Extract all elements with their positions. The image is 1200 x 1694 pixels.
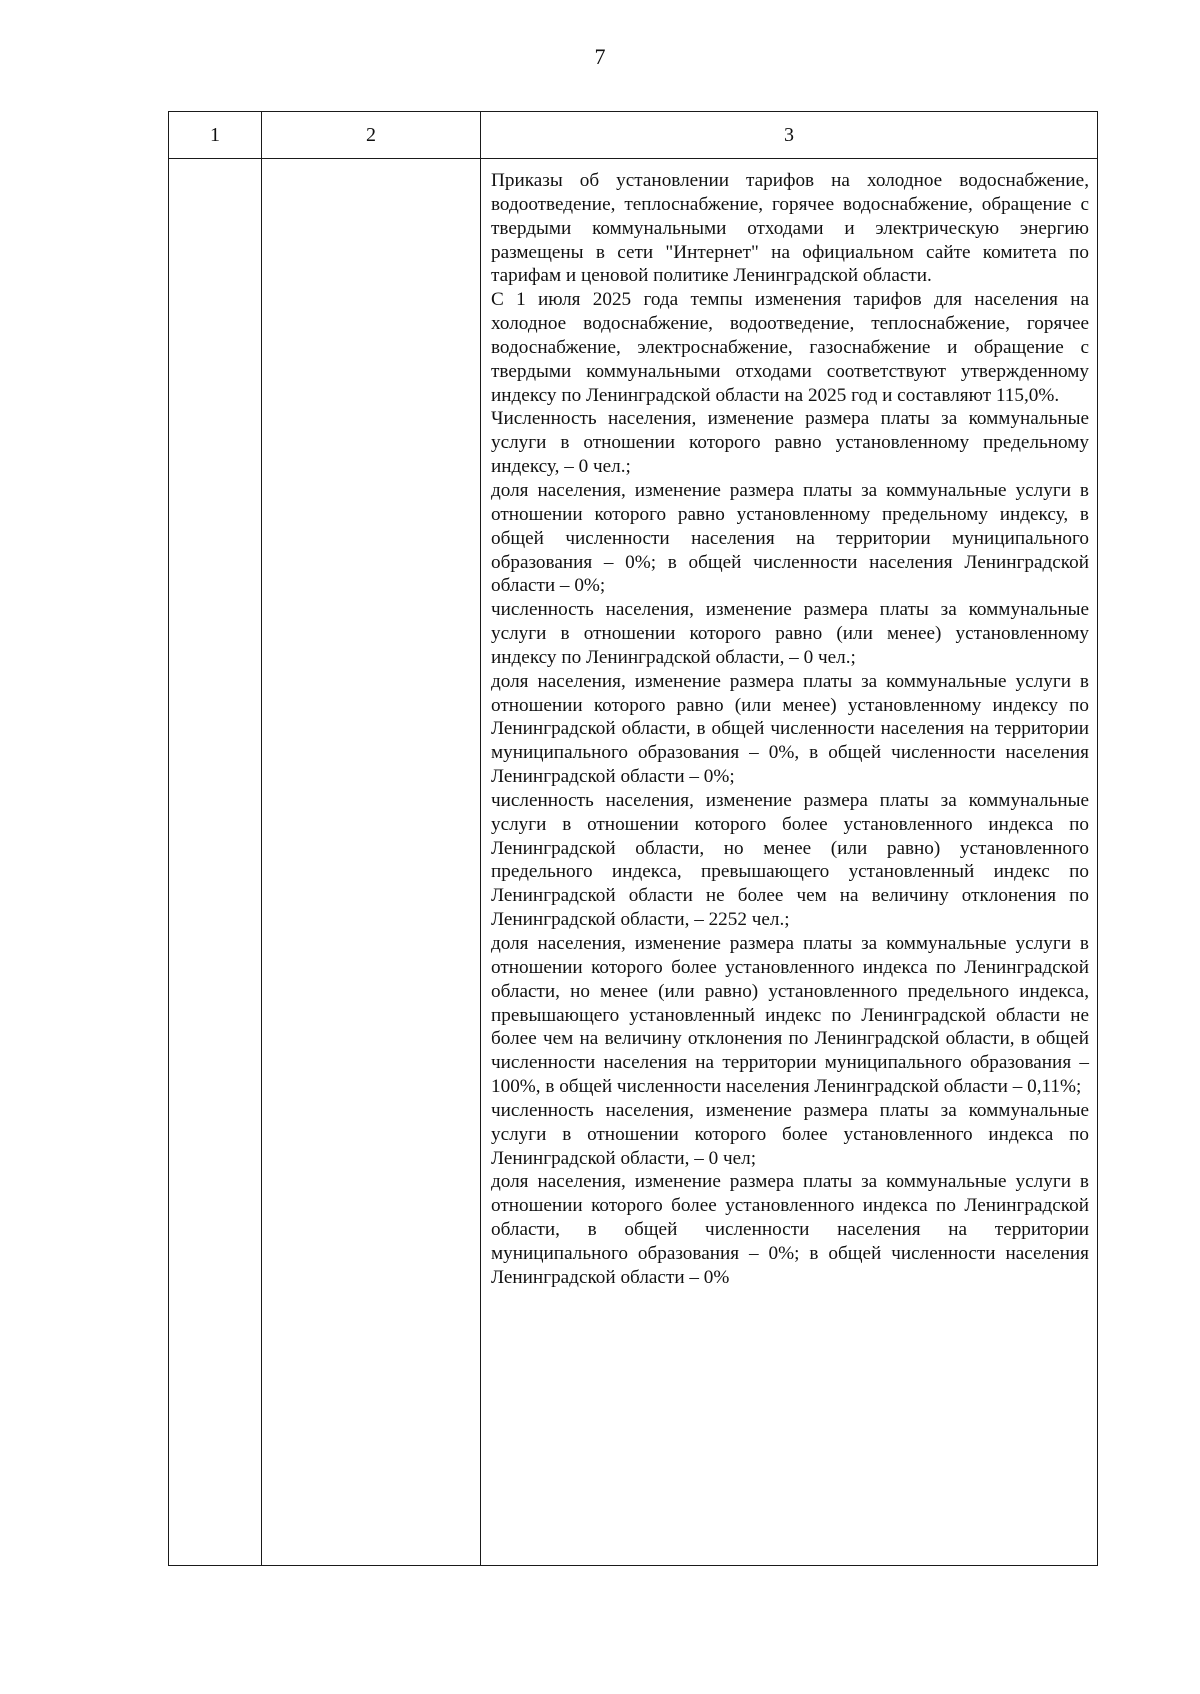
document-table	[168, 111, 1098, 1566]
paragraph-population-deviation: численность населения, изменение размера платы за коммунальные услуги в отношении которого более установленного индекса по Ленинградской области, но менее (или равно) установленного предельного индекса, превышающего установленный индекс по Ленинградской области не более чем на величину отклонения по Ленинградской области, – 2252 чел.;	[491, 789, 1089, 931]
paragraph-share-regional-index: доля населения, изменение размера платы за коммунальные услуги в отношении которого равно (или менее) установленному индексу по Ленинградской области, в общей численности населения на территории муниципального образования – 0%, в общей численности населения Ленинградской области – 0%;	[491, 670, 1089, 788]
column-header-2: 2	[262, 112, 481, 159]
paragraph-share-limit-index: доля населения, изменение размера платы за коммунальные услуги в отношении которого равно установленному предельному индексу, в общей численности населения на территории муниципального образования – 0%; в общей численности населения Ленинградской области – 0%;	[491, 479, 1089, 597]
table-body-row	[169, 159, 1098, 1566]
paragraph-share-deviation: доля населения, изменение размера платы за коммунальные услуги в отношении которого более установленного индекса по Ленинградской области, но менее (или равно) установленного предельного индекса, превышающего установленный индекс по Ленинградской области не более чем на величину отклонения по Ленинградской области, в общей численности населения на территории муниципального образования – 100%, в общей численности населения Ленинградской области – 0,11%;	[491, 933, 1089, 1098]
paragraph-population-regional-index: численность населения, изменение размера платы за коммунальные услуги в отношении которого равно (или менее) установленному индексу по Ленинградской области, – 0 чел.;	[491, 599, 1089, 668]
paragraph-population-limit-index: Численность населения, изменение размера платы за коммунальные услуги в отношении которого равно установленному предельному индексу, – 0 чел.;	[491, 408, 1089, 478]
paragraph-share-above-index: доля населения, изменение размера платы за коммунальные услуги в отношении которого более установленного индекса по Ленинградской области, в общей численности населения на территории муниципального образования – 0%; в общей численности населения Ленинградской области – 0%	[491, 1171, 1089, 1288]
page-number: 7	[594, 44, 606, 69]
paragraph-tariff-orders: Приказы об установлении тарифов на холодное водоснабжение, водоотведение, теплоснабжение, горячее водоснабжение, обращение с твердыми коммунальными отходами и электрическую энергию размещены в сети "Интернет" на официальном сайте комитета по тарифам и ценовой политике Ленинградской области.	[491, 170, 1089, 287]
column-1-cell	[169, 159, 262, 1566]
column-header-3: 3	[481, 112, 1098, 159]
column-3-cell	[481, 159, 1098, 1566]
paragraph-tariff-rates: С 1 июля 2025 года темпы изменения тарифов для населения на холодное водоснабжение, водоотведение, теплоснабжение, горячее водоснабжение, электроснабжение, газоснабжение и обращение с твердыми коммунальными отходами соответствуют утвержденному индексу по Ленинградской области на 2025 год и составляют 115,0%.	[491, 289, 1089, 406]
paragraph-population-above-index: численность населения, изменение размера платы за коммунальные услуги в отношении которого более установленного индекса по Ленинградской области, – 0 чел;	[491, 1099, 1089, 1169]
column-header-1: 1	[169, 112, 262, 159]
table-header-row	[169, 112, 1098, 159]
column-2-cell	[262, 159, 481, 1566]
